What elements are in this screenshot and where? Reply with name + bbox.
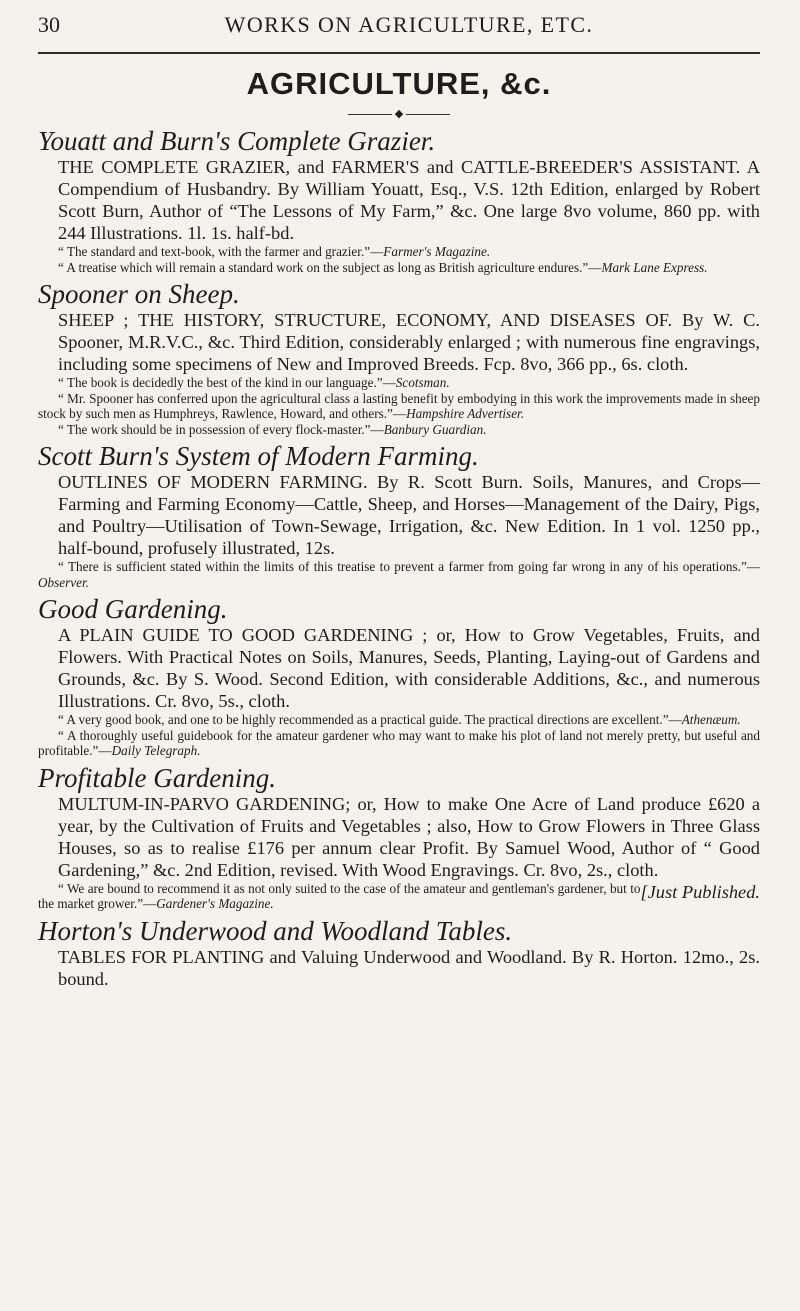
book-title: Youatt and Burn's Complete Grazier. [38,126,436,157]
review-quote [38,375,760,391]
ornament-rule [38,108,760,120]
page-number: 30 [38,12,60,37]
review-source: Farmer's Magazine. [383,244,491,260]
book-description: THE COMPLETE GRAZIER, and FARMER'S and CATTLE-BREEDER'S ASSISTANT. A Compendium of Husbandry. By William Youatt, Esq., V.S. 12th Edition, enlarged by Robert Scott Burn, Author of “The Lessons of My Farm,” &c. One large 8vo volume, 860 pp. with 244 Illustrations. 1l. 1s. half-bd. [58,157,760,244]
running-title: WORKS ON AGRICULTURE, ETC. [224,12,594,37]
book-description: OUTLINES OF MODERN FARMING. By R. Scott Burn. Soils, Manures, and Crops—Farming and Farming Economy—Cattle, Sheep, and Horses—Management of the Dairy, Pigs, and Poultry—Utilisation of Town-Sewage, Irrigation, &c. New Edition. In 1 vol. 1250 pp., half-bound, profusely illustrated, 12s. [58,472,760,559]
review-text: “ The book is decidedly the best of the kind in our language.”— [58,375,396,391]
review-text: “ We are bound to recommend it as not only suited to the case of the amateur and gentleman's gardener, but to the market grower.”— [38,880,641,912]
review-source: Scotsman. [395,375,450,391]
review-quote [38,391,760,422]
review-source: Daily Telegraph. [111,743,201,759]
book-description: TABLES FOR PLANTING and Valuing Underwood and Woodland. By R. Horton. 12mo., 2s. bound. [58,946,760,989]
review-source: Mark Lane Express. [601,259,708,275]
review-source: Banbury Guardian. [383,421,487,437]
book-entry [38,126,760,275]
book-entry [38,594,760,759]
review-quote [38,244,760,260]
review-source: Observer. [38,574,89,590]
review-quote [38,422,760,438]
running-head [38,12,760,54]
review-text: “ The work should be in possession of every flock-master.”— [58,421,384,437]
book-title: Scott Burn's System of Modern Farming. [38,441,479,472]
book-entry [38,441,760,590]
diamond-ornament-icon: ◆ [394,108,404,121]
review-text: “ A thoroughly useful guidebook for the amateur gardener who may want to make his plot of land not merely pretty, but useful and profitable.”— [38,727,760,759]
book-title: Spooner on Sheep. [38,279,240,310]
section-heading: AGRICULTURE, &c. [246,66,552,101]
review-quote [38,260,760,276]
book-entry [38,763,760,912]
review-text: “ A very good book, and one to be highly recommended as a practical guide. The practical directions are excellent.”— [58,712,682,728]
review-text: “ The standard and text-book, with the farmer and grazier.”— [58,244,384,260]
book-description: A PLAIN GUIDE TO GOOD GARDENING ; or, How to Grow Vegetables, Fruits, and Flowers. With Practical Notes on Soils, Manures, Seeds, Planting, Laying-out of Gardens and Grounds, &c. By S. Wood. Second Edition, with considerable Additions, &c., and numerous Illustrations. Cr. 8vo, 5s., cloth. [58,625,760,712]
publication-status: [Just Published. [640,881,760,902]
book-entry [38,279,760,437]
book-title: Good Gardening. [38,594,228,625]
review-source: Athenæum. [681,712,741,728]
review-quote [38,712,760,728]
book-description-text: MULTUM-IN-PARVO GARDENING; or, How to make One Acre of Land produce £620 a year, by the Cultivation of Fruits and Vegetables ; also, How to Grow Flowers in Three Glass Houses, so as to realise £176 per annum clear Profit. By Samuel Wood, Author of “ Good Gardening,” &c. 2nd Edition, revised. With Wood Engravings. Cr. 8vo, 2s., cloth. [58,793,760,880]
book-entry [38,916,760,990]
book-title: Profitable Gardening. [38,762,276,793]
review-source: Hampshire Advertiser. [406,406,525,422]
review-text: “ A treatise which will remain a standard work on the subject as long as British agriculture endures.”— [58,259,602,275]
book-description: SHEEP ; THE HISTORY, STRUCTURE, ECONOMY, AND DISEASES OF. By W. C. Spooner, M.R.V.C., &c. Third Edition, considerably enlarged ; with numerous fine engravings, including some specimens of New and Improved Breeds. Fcp. 8vo, 366 pp., 6s. cloth. [58,310,760,375]
review-text: “ Mr. Spooner has conferred upon the agricultural class a lasting benefit by embodying in this work the improvements made in sheep stock by such men as Humphreys, Rawlence, Howard, and others.”— [38,390,760,422]
review-quote [38,559,760,590]
review-text: “ There is sufficient stated within the limits of this treatise to prevent a farmer from going far wrong in any of his operations.”— [58,559,760,575]
review-quote [38,728,760,759]
review-source: Gardener's Magazine. [156,896,274,912]
book-title: Horton's Underwood and Woodland Tables. [38,915,513,946]
